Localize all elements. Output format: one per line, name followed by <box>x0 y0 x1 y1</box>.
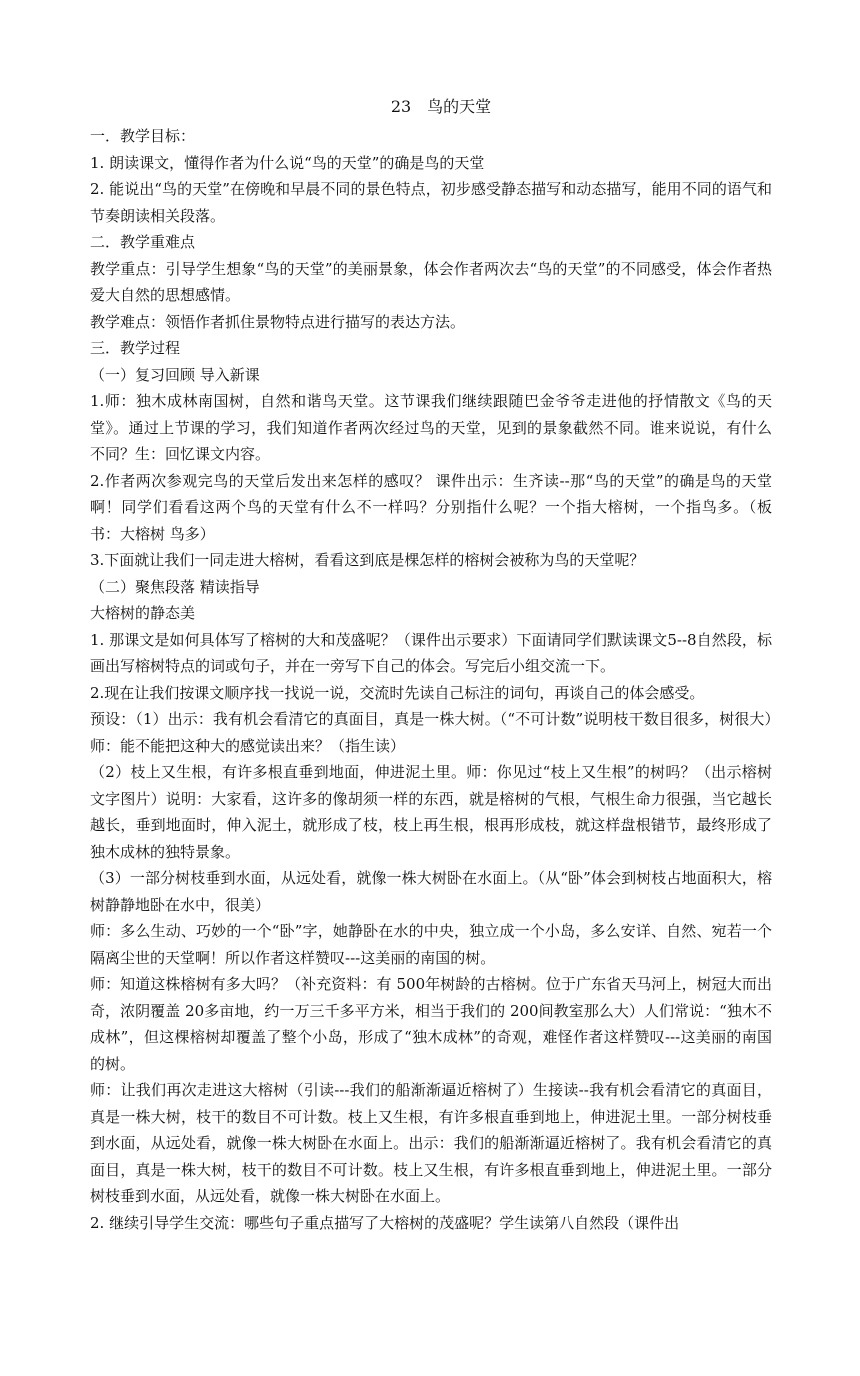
body-paragraph: 1. 那课文是如何具体写了榕树的大和茂盛呢？（课件出示要求）下面请同学们默读课文5--8自然段，标画出写榕树特点的词或句子，并在一旁写下自己的体会。写完后小组交流一下。 <box>90 630 772 675</box>
body-paragraph: 3.下面就让我们一同走进大榕树，看看这到底是棵怎样的榕树会被称为鸟的天堂呢？ <box>90 551 645 569</box>
body-paragraph: 2.作者两次参观完鸟的天堂后发出来怎样的感叹？ 课件出示：生齐读--那“鸟的天堂”的确是鸟的天堂啊！同学们看看这两个鸟的天堂有什么不一样吗？分别指什么呢？一个指大榕树，一个指鸟多。（板书：大榕树 鸟多） <box>90 471 772 543</box>
body-paragraph: 预设：（1）出示：我有机会看清它的真面目，真是一株大树。（“不可计数”说明枝干数目很多，树很大）师：能不能把这种大的感觉读出来？（指生读） <box>90 710 772 755</box>
subsection-heading-reading: （二）聚焦段落 精读指导 <box>90 577 260 596</box>
body-paragraph: （2）枝上又生根，有许多根直垂到地面，伸进泥土里。师：你见过“枝上又生根”的树吗？（出示榕树文字图片）说明：大家看，这许多的像胡须一样的东西，就是榕树的气根，气根生命力很强，当它越长越长，垂到地面时，伸入泥土，就形成了枝，枝上再生根，根再形成枝，就这样盘根错节，最终形成了独木成林的独特景象。 <box>90 763 772 861</box>
body-paragraph: 1.师：独木成林南国树，自然和谐鸟天堂。这节课我们继续跟随巴金爷爷走进他的抒情散文《鸟的天堂》。通过上节课的学习，我们知道作者两次经过鸟的天堂，见到的景象截然不同。谁来说说，有什么不同？生：回忆课文内容。 <box>90 392 772 463</box>
difficulty-paragraph: 教学难点：领悟作者抓住景物特点进行描写的表达方法。 <box>90 312 466 331</box>
section-heading-process: 三．教学过程 <box>90 339 181 357</box>
body-paragraph: 师：让我们再次走进这大榕树（引读---我们的船渐渐逼近榕树了）生接读--我有机会看清它的真面目，真是一株大树，枝干的数目不可计数。枝上又生根，有许多根直垂到地上，伸进泥土里。一部分树枝垂到水面，从远处看，就像一株大树卧在水面上。出示：我们的船渐渐逼近榕树了。我有机会看清它的真面目，真是一株大树，枝干的数目不可计数。枝上又生根，有许多根直垂到地上，伸进泥土里。一部分树枝垂到水面，从远处看，就像一株大树卧在水面上。 <box>90 1081 772 1205</box>
subsection-heading-static-beauty: 大榕树的静态美 <box>90 604 196 622</box>
subsection-heading-review: （一）复习回顾 导入新课 <box>90 365 260 384</box>
body-paragraph: 2.现在让我们按课文顺序找一找说一说，交流时先读自己标注的词句，再谈自己的体会感受。 <box>90 683 705 702</box>
key-point-paragraph: 教学重点：引导学生想象“鸟的天堂”的美丽景象，体会作者两次去“鸟的天堂”的不同感受，体会作者热爱大自然的思想感情。 <box>90 259 772 304</box>
body-paragraph: （3）一部分树枝垂到水面，从远处看，就像一株大树卧在水面上。（从“卧”体会到树枝占地面积大，榕树静静地卧在水中，很美） <box>90 869 772 914</box>
body-paragraph: 师：知道这株榕树有多大吗？（补充资料：有 500年树龄的古榕树。位于广东省天马河上，树冠大而出奇，浓阴覆盖 20多亩地，约一万三千多平方米，相当于我们的 200间教室那么大）人们常说：“独木不成林”，但这棵榕树却覆盖了整个小岛，形成了“独木成林”的奇观，难怪作者这样赞叹---这美丽的南国的树。 <box>90 975 772 1073</box>
goal-item-1: 1. 朗读课文，懂得作者为什么说“鸟的天堂”的确是鸟的天堂 <box>90 153 485 172</box>
body-paragraph: 师：多么生动、巧妙的一个“卧”字，她静卧在水的中央，独立成一个小岛，多么安详、自然、宛若一个隔离尘世的天堂啊！所以作者这样赞叹---这美丽的南国的树。 <box>90 922 772 967</box>
lesson-title: 23 鸟的天堂 <box>390 97 492 116</box>
section-heading-key-points: 二．教学重难点 <box>90 233 196 251</box>
body-paragraph: 2. 继续引导学生交流：哪些句子重点描写了大榕树的茂盛呢？学生读第八自然段（课件出 <box>90 1213 680 1232</box>
section-heading-goals: 一．教学目标： <box>90 127 196 145</box>
goal-item-2: 2. 能说出“鸟的天堂”在傍晚和早晨不同的景色特点，初步感受静态描写和动态描写，能用不同的语气和节奏朗读相关段落。 <box>90 180 772 225</box>
